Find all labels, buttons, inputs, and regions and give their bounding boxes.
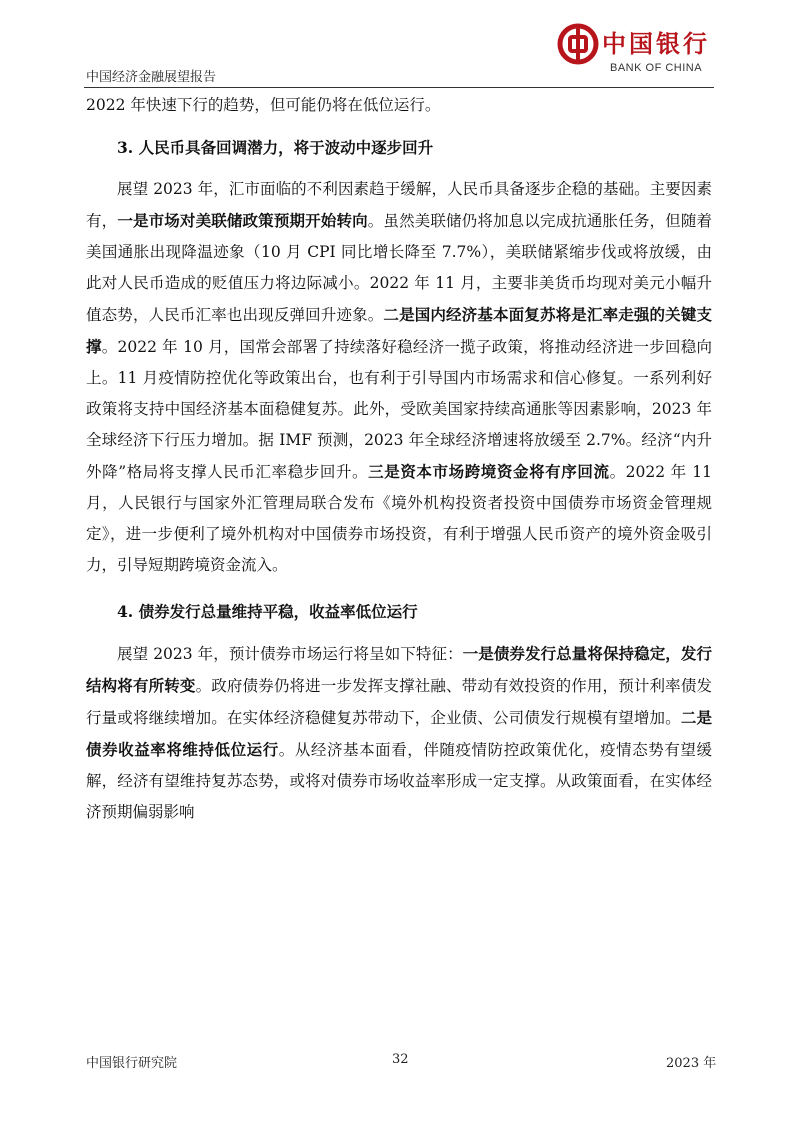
page-number: 32 [392,1052,409,1067]
footer-year: 2023 年 [666,1056,717,1071]
section-3-paragraph [86,174,712,581]
section-3-text-c: 。2022 年 10 月，国常会部署了持续落好稳经济一揽子政策，将推动经济进一步回稳向上。11 月疫情防控优化等政策出台，也有利于引导国内市场需求和信心修复。一系列利好政策将支持中国经济基本面稳健复苏。此外，受欧美国家持续高通胀等因素影响，2023 年全球经济下行压力增加。据 IMF 预测，2023 年全球经济增速将放缓至 2.7%。经济“内升外降”格局将支撑人民币汇率稳步回升。 [86,338,712,481]
section-3-text-b: 。虽然美联储仍将加息以完成抗通胀任务，但随着美国通胀出现降温迹象（10 月 CPI 同比增长降至 7.7%），美联储紧缩步伐或将放缓，由此对人民币造成的贬值压力将边际减小。2022 年 11 月，主要非美货币均现对美元小幅升值态势，人民币汇率也出现反弹回升迹象。 [86,212,712,324]
section-4-key-point-2: 二是债券收益率将维持低位运行 [86,708,712,759]
section-4-paragraph [86,638,712,828]
bank-logo [556,22,716,78]
section-3-text-d: 。2022 年 11 月，人民银行与国家外汇管理局联合发布《境外机构投资者投资中国债券市场资金管理规定》，进一步便利了境外机构对中国债券市场投资，有利于增强人民币资产的境外资金吸引力，引导短期跨境资金流入。 [86,463,712,574]
section-4-text-a: 展望 2023 年，预计债券市场运行将呈如下特征： [117,645,463,663]
section-4-key-point-1: 一是债券发行总量将保持稳定，发行结构将有所转变 [86,644,712,695]
section-3-key-point-3: 三是资本市场跨境资金将有序回流 [368,462,610,481]
footer-institute: 中国银行研究院 [86,1056,178,1071]
main-content [86,90,712,828]
intro-paragraph: 2022 年快速下行的趋势，但可能仍将在低位运行。 [86,96,441,114]
section-4-text-b: 。政府债券仍将进一步发挥支撑社融、带动有效投资的作用，预计利率债发行量或将继续增加。在实体经济稳健复苏带动下，企业债、公司债发行规模有望增加。 [86,677,712,727]
section-3-key-point-2: 二是国内经济基本面复苏将是汇率走强的关键支撑 [86,305,712,356]
section-3-key-point-1: 一是市场对美联储政策预期开始转向 [117,211,368,230]
header-divider [84,87,714,88]
report-title: 中国经济金融展望报告 [86,70,217,85]
logo-english-name: BANK OF CHINA [610,62,703,74]
section-4-text-c: 。从经济基本面看，伴随疫情防控政策优化，疫情态势有望缓解，经济有望维持复苏态势，或将对债券市场收益率形成一定支撑。从政策面看，在实体经济预期偏弱影响 [86,741,712,821]
section-4-heading: 4. 债券发行总量维持平稳，收益率低位运行 [117,602,418,621]
logo-chinese-name: 中国银行 [602,29,710,58]
bank-of-china-emblem-icon [556,22,600,66]
section-3-heading: 3. 人民币具备回调潜力，将于波动中逐步回升 [117,138,434,157]
section-3-text-a: 展望 2023 年，汇市面临的不利因素趋于缓解，人民币具备逐步企稳的基础。主要因素有， [86,180,712,230]
